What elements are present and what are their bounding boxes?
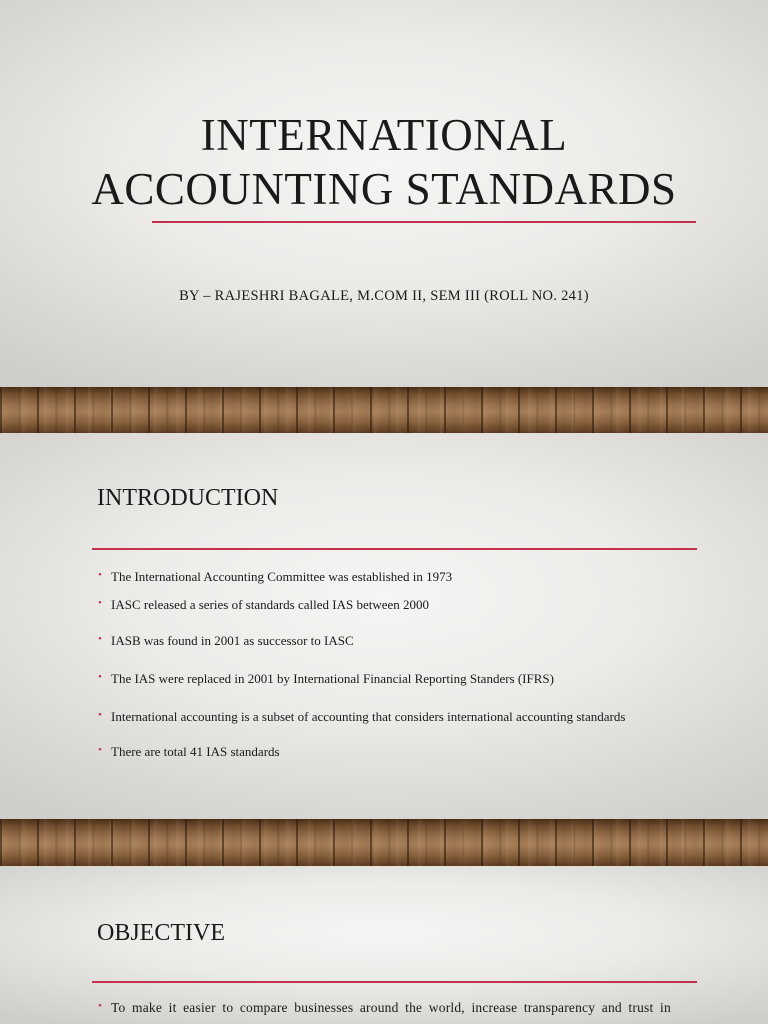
wood-floor-divider [0,819,768,866]
author-byline: BY – RAJESHRI BAGALE, M.COM II, SEM III (ROLL NO. 241) [179,288,589,304]
slide-title-line-1: INTERNATIONAL [200,110,568,160]
introduction-slide [0,433,768,819]
title-slide [0,0,768,387]
bullet-item: • International accounting is a subset of accounting that considers international accounting standards [98,709,625,725]
bullet-item: • The IAS were replaced in 2001 by International Financial Reporting Standers (IFRS) [98,671,554,687]
introduction-heading: INTRODUCTION [97,485,279,511]
introduction-divider [92,548,697,550]
bullet-item: • The International Accounting Committee was established in 1973 [98,569,452,585]
bullet-item: • IASC released a series of standards called IAS between 2000 [98,597,429,613]
bullet-item: • There are total 41 IAS standards [98,744,280,760]
wood-floor-divider [0,387,768,433]
objective-bullet: • To make it easier to compare businesses around the world, increase transparency and trust in [98,1000,710,1016]
slide-title-line-2: ACCOUNTING STANDARDS [91,164,677,214]
objective-heading: OBJECTIVE [97,920,225,946]
bullet-item: • IASB was found in 2001 as successor to IASC [98,633,354,649]
objective-divider [92,981,697,983]
objective-slide [0,866,768,1024]
title-divider [152,221,696,223]
slide-title [0,108,768,216]
